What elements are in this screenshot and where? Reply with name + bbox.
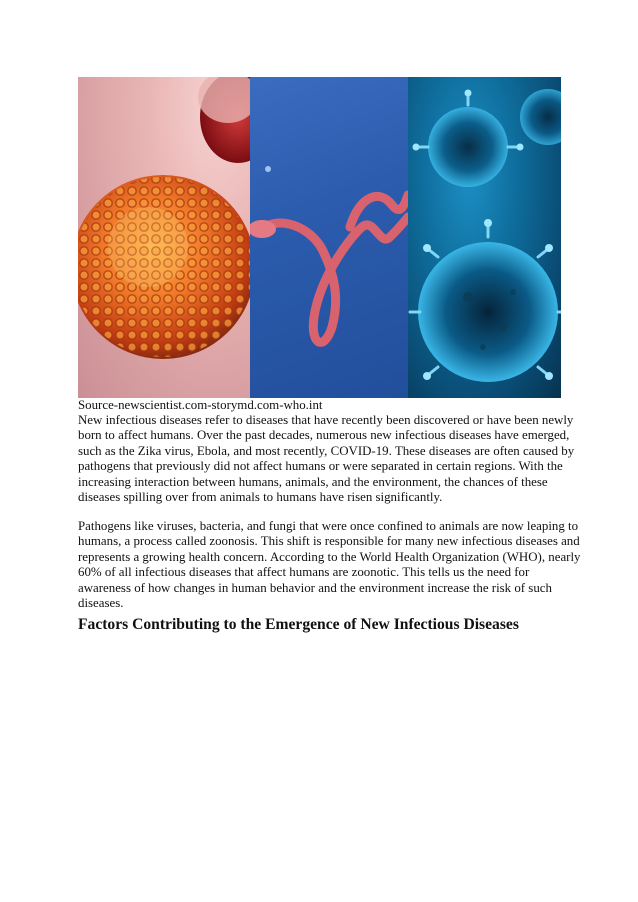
zika-virus-illustration [78,77,250,398]
section-heading: Factors Contributing to the Emergence of New Infectious Diseases [78,616,519,633]
zika-virus-panel [78,77,250,398]
paragraph-line: Pathogens like viruses, bacteria, and fungi that were once confined to animals are now leaping to [78,519,579,533]
coronavirus-illustration [408,77,561,398]
ebola-virus-illustration [250,77,408,398]
paragraph-line: New infectious diseases refer to diseases that have recently been discovered or have been newly [78,413,574,427]
intro-paragraph [78,413,575,505]
paragraph-line: born to affect humans. Over the past decades, numerous new infectious diseases have emerged, [78,428,570,443]
paragraph-line: awareness of how changes in human behavior and the environment increase the risk of such [78,580,552,595]
image-source-caption [78,398,564,413]
paragraph-line: diseases spilling over from animals to humans have risen significantly. [78,490,443,505]
ebola-virus-panel [250,77,408,398]
zoonosis-paragraph [78,519,581,611]
paragraph-line: humans, a process called zoonosis. This shift is responsible for many new infectious diseases and [78,534,580,549]
paragraph-line: pathogens that previously did not affect humans or were separated in certain regions. With the [78,459,563,474]
coronavirus-panel [408,77,561,398]
paragraph-line: increasing interaction between humans, animals, and the environment, the chances of these [78,474,548,489]
paragraph-line: such as the Zika virus, Ebola, and most recently, COVID-19. These diseases are often caused by [78,443,575,458]
paragraph-line: represents a growing health concern. According to the World Health Organization (WHO), nearly [78,549,581,564]
paragraph-line: 60% of all infectious diseases that affect humans are zoonotic. This tells us the need for [78,565,530,580]
caption-text: Source-newscientist.com-storymd.com-who.int [78,398,323,412]
paragraph-line: diseases. [78,596,124,611]
virus-collage-image [78,77,561,398]
